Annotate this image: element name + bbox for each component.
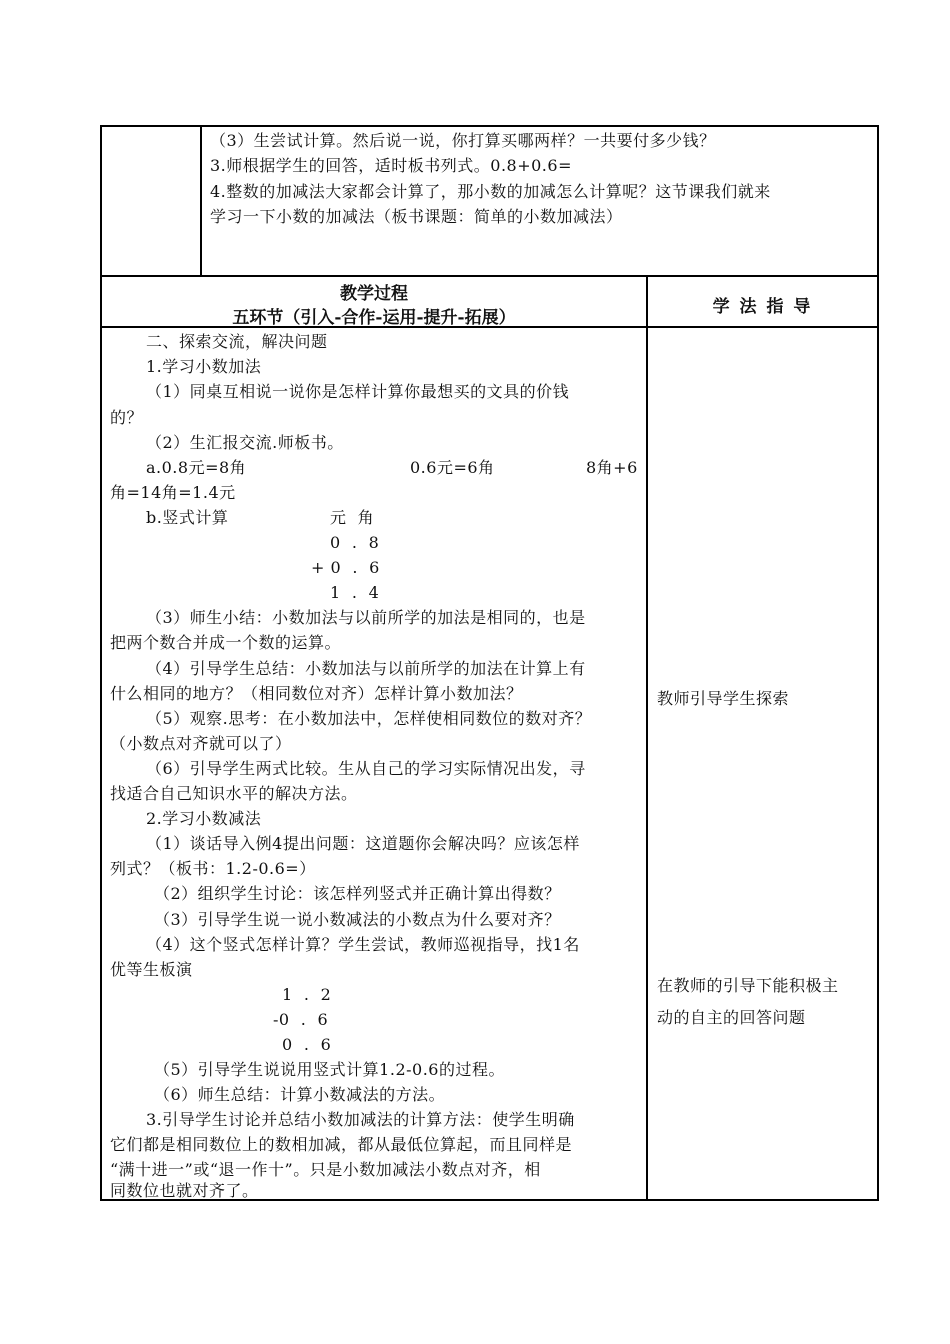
main-column-divider	[646, 276, 648, 1201]
addend-2: + 0 . 6	[311, 558, 380, 577]
step-line: （5）引导学生说说用竖式计算1.2-0.6的过程。	[154, 1060, 505, 1079]
step-line: （3）引导学生说一说小数减法的小数点为什么要对齐？	[154, 910, 561, 929]
step-line: （3）师生小结：小数加法与以前所学的加法是相同的，也是	[146, 608, 586, 627]
summary-line: “满十进一”或“退一作十”。只是小数加减法小数点对齐，相	[110, 1160, 541, 1179]
summary-line: 3.引导学生讨论并总结小数加减法的计算方法：使学生明确	[146, 1110, 575, 1129]
top-line-2: 3.师根据学生的回答，适时板书列式。0.8+0.6=	[210, 156, 572, 175]
difference: 0 . 6	[282, 1035, 332, 1054]
step-line: （4）这个竖式怎样计算？学生尝试，教师巡视指导，找1名	[146, 935, 580, 954]
step-line: 找适合自己知识水平的解决方法。	[110, 784, 358, 803]
conversion-a: a.0.8元=8角	[146, 458, 247, 477]
step-line: （6）师生总结：计算小数减法的方法。	[154, 1085, 446, 1104]
step-line: （4）引导学生总结：小数加法与以前所学的加法在计算上有	[146, 659, 586, 678]
step-line: （1）同桌互相说一说你是怎样计算你最想买的文具的价钱	[146, 382, 570, 401]
subsection-subtraction: 2.学习小数减法	[146, 809, 262, 828]
minuend: 1 . 2	[282, 985, 332, 1004]
step-line: （2）生汇报交流.师板书。	[146, 433, 344, 452]
vertical-calc-label: b.竖式计算	[146, 508, 229, 527]
step-line: 把两个数合并成一个数的运算。	[110, 633, 342, 652]
unit-header: 元 角	[330, 508, 375, 527]
conversion-b: 0.6元=6角	[410, 458, 495, 477]
top-line-1: （3）生尝试计算。然后说一说，你打算买哪两样？一共要付多少钱？	[210, 131, 716, 150]
addend-1: 0 . 8	[330, 533, 380, 552]
guidance-title: 学 法 指 导	[712, 297, 813, 317]
section-heading: 二、探索交流，解决问题	[146, 332, 328, 351]
conversion-result: 角=14角=1.4元	[110, 483, 236, 502]
step-line: 列式？（板书：1.2-0.6=）	[110, 859, 316, 878]
conversion-c: 8角+6	[586, 458, 638, 477]
step-line: （5）观察.思考：在小数加法中，怎样使相同数位的数对齐？	[146, 709, 592, 728]
guidance-note-explore: 教师引导学生探索	[657, 689, 790, 708]
top-line-3: 4.整数的加减法大家都会计算了，那小数的加减怎么计算呢？这节课我们就来	[210, 182, 771, 201]
sum: 1 . 4	[330, 583, 380, 602]
top-row-bottom-border	[100, 275, 879, 277]
process-subtitle: 五环节（引入-合作-运用-提升-拓展）	[232, 308, 516, 328]
process-title: 教学过程	[340, 284, 408, 304]
subtrahend: -0 . 6	[273, 1010, 329, 1029]
step-line: 的？	[110, 408, 144, 427]
step-line: （1）谈话导入例4提出问题：这道题你会解决吗？应该怎样	[146, 834, 580, 853]
step-line: 优等生板演	[110, 960, 193, 979]
top-row-divider	[200, 125, 202, 276]
subsection-addition: 1.学习小数加法	[146, 357, 262, 376]
top-line-4: 学习一下小数的加减法（板书课题：简单的小数加减法）	[210, 207, 623, 226]
step-line: （2）组织学生讨论：该怎样列竖式并正确计算出得数？	[154, 884, 561, 903]
step-line: （小数点对齐就可以了）	[110, 734, 292, 753]
step-line: 什么相同的地方？（相同数位对齐）怎样计算小数加法？	[110, 684, 523, 703]
guidance-note-answer-1: 在教师的引导下能积极主	[657, 976, 839, 995]
summary-line: 同数位也就对齐了。	[110, 1181, 259, 1200]
step-line: （6）引导学生两式比较。生从自己的学习实际情况出发，寻	[146, 759, 586, 778]
summary-line: 它们都是相同数位上的数相加减，都从最低位算起，而且同样是	[110, 1135, 573, 1154]
guidance-note-answer-2: 动的自主的回答问题	[657, 1008, 806, 1027]
